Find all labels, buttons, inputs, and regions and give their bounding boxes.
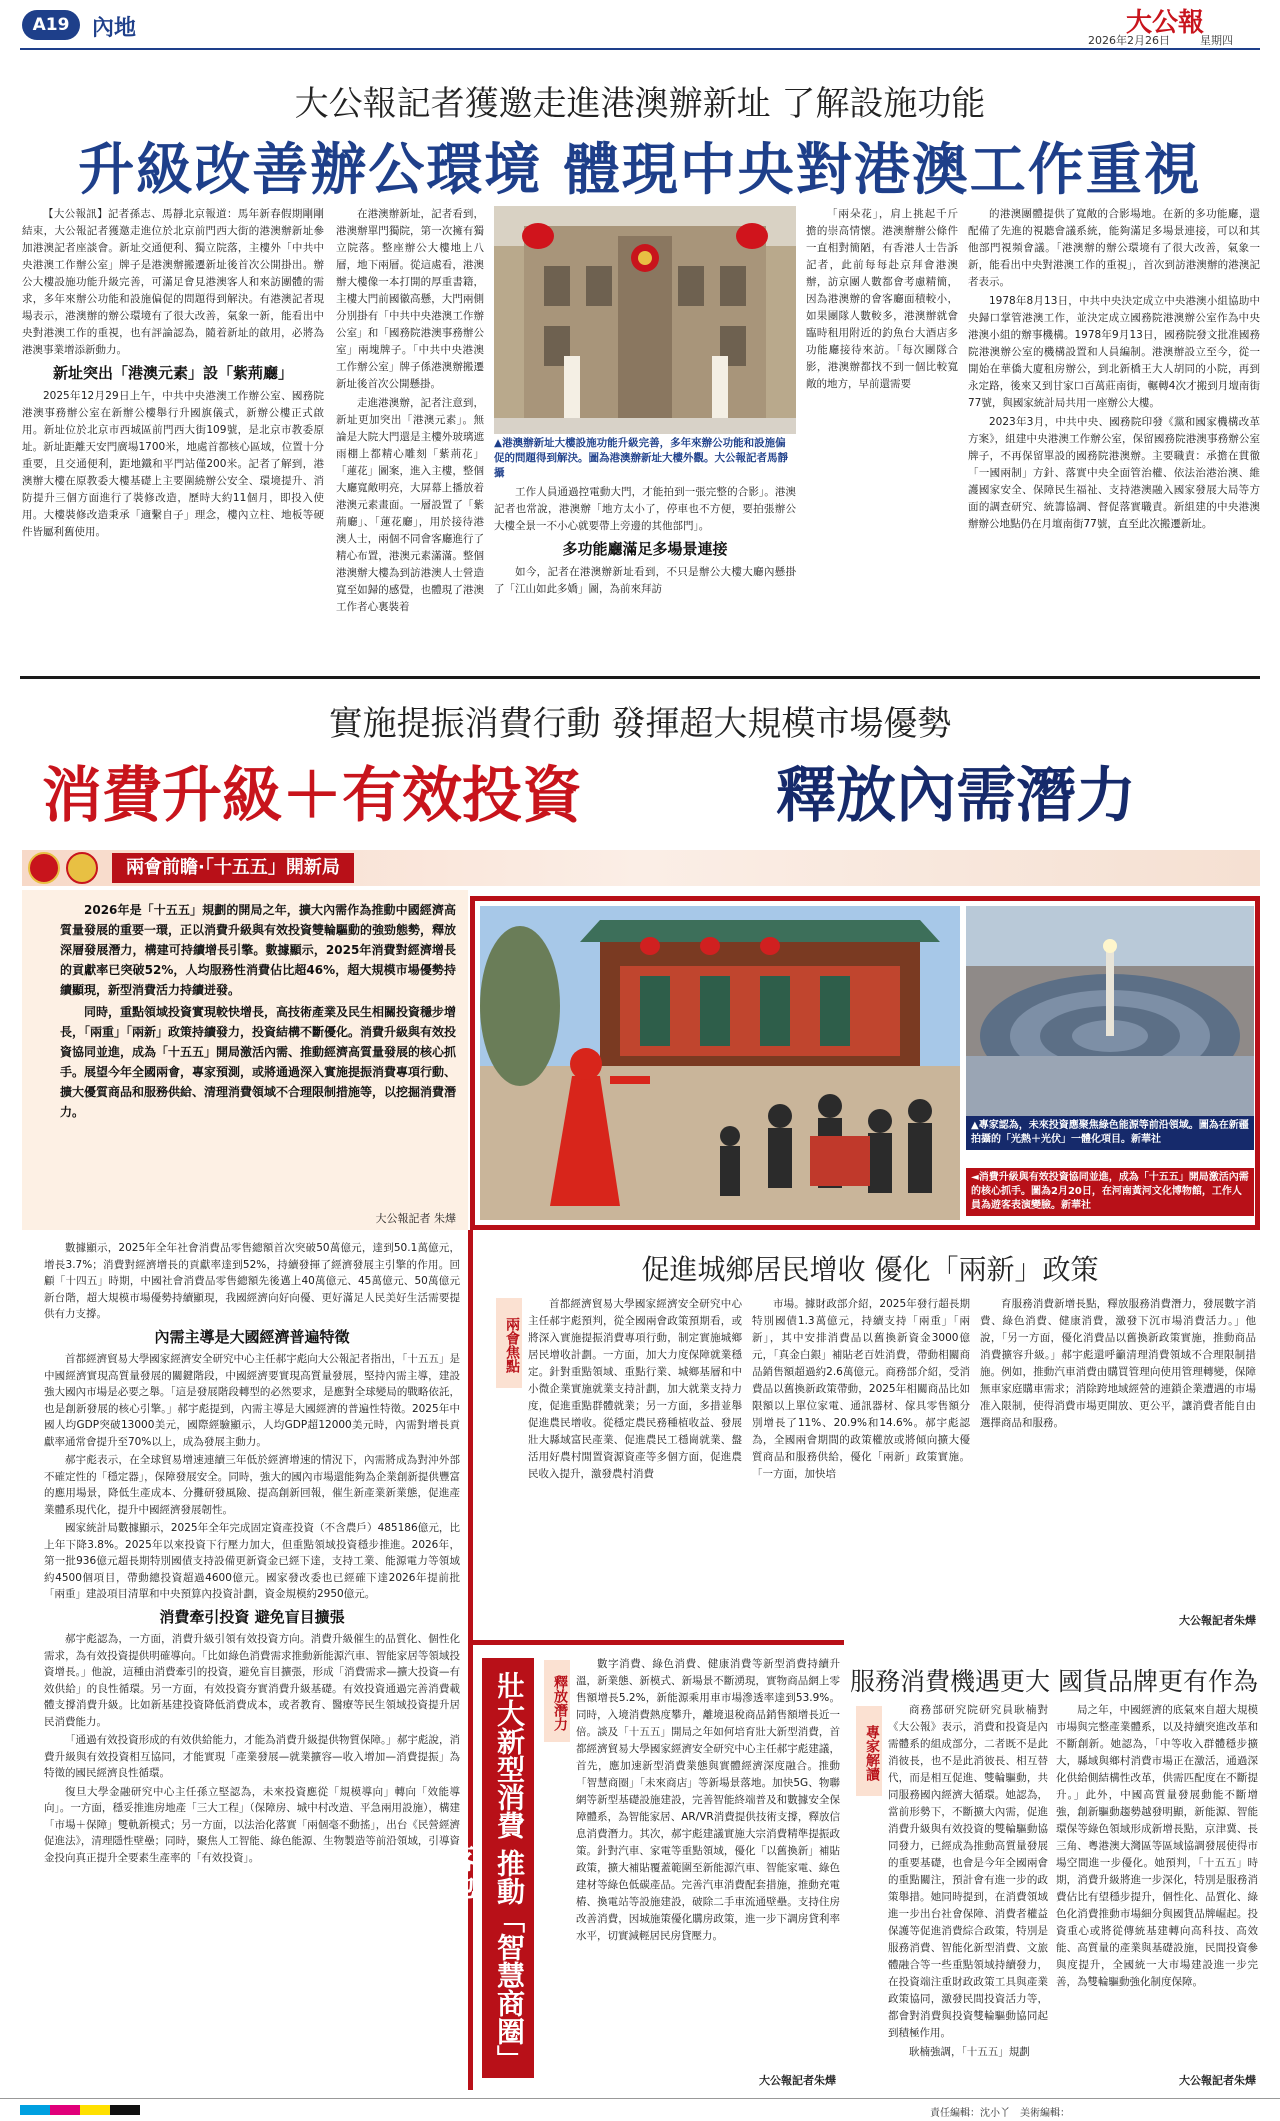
story1-headline: 升級改善辦公環境 體現中央對港澳工作重視 <box>78 137 1202 203</box>
story1-col3b-text: 如今，記者在港澳辦新址看到，不只是辦公大樓大廳內懸掛了「江山如此多嬌」圖，為前來拜訪 <box>494 566 796 595</box>
story1-column-3 <box>494 484 796 668</box>
box1-col2-text: 市場。據財政部介紹，2025年發行超長期特別國債1.3萬億元，持續支持「兩重」「兩新」，其中安排消費品以舊換新資金3000億元，「真金白銀」補貼老百姓消費，帶動相關商品銷售額超過約2.6萬億元。商務部介紹，受消費品以舊換新政策帶動，2025年相關商品比如限額以上單位家電、通訊器材、傢具零售額分別增長了11%、20.9%和14.6%。郝宇彪認為，全國兩會期間的政策權放或將傾向擴大優質商品和服務供給，優化「兩新」政策實施。「一方面，加快培 <box>752 1298 970 1480</box>
box1-col3-text: 育服務消費新增長點，釋放服務消費潛力，發展數字消費、綠色消費、健康消費，激發下沉市場消費活力。」他說，「另一方面，優化消費品以舊換新政策實施，推動商品消費擴容升級。」郝宇彪還呼籲清理消費領域不合理限制措施。例如，推動汽車消費由購買管理向使用管理轉變，保障無車家庭購車需求；消除跨地域經營的連鎖企業遭遇的市場准入限制，使得消費市場更開放、更公平，讓消費者能自由選擇商品和服務。 <box>980 1298 1256 1429</box>
box3-byline: 大公報記者朱燁 <box>1179 2074 1256 2087</box>
story1-col2b-text: 走進港澳辦，記者注意到，新址更加突出「港澳元素」。無論是大院大門還是主樓外玻璃遮雨棚上都精心雕刻「紫荊花」「蓮花」圖案，進入主樓，整個大廳寬敞明亮，大屏幕上播放着港澳元素畫面。一層設置了「紫荊廳」、「蓮花廳」，用於接待港澳人士，兩個不同會客廳進行了精心布置，港澳元素滿滿。整個港澳辦大樓為到訪港澳人士營造寬至如歸的感覺，也體現了港澳工作者心裏裝着 <box>336 397 484 613</box>
box2-byline: 大公報記者朱燁 <box>759 2074 836 2087</box>
footer-bar <box>0 2098 1280 2121</box>
lead-paragraph-2: 同時，重點領域投資實現較快增長，高技術產業及民生相關投資穩步增長，「兩重」「兩新」政策持續發力，投資結構不斷優化。消費升級與有效投資協同並進，成為「十五五」開局激活內需、推動經濟高質量發展的核心抓手。展望今年全國兩會，專家預測，或將通過深入實施提振消費專項行動、擴大優質商品和服務供給、清理消費領域不合理限制措施等，以挖掘消費潛力。 <box>60 1005 456 1119</box>
story2-headline-blue: 釋放內需潛力 <box>776 761 1136 831</box>
story1-kicker: 大公報記者獲邀走進港澳辦新址 了解設施功能 <box>294 84 986 124</box>
issue-weekday: 星期四 <box>1200 34 1233 47</box>
box1-tag: 兩會焦點 <box>496 1298 522 1388</box>
box3-column-2 <box>1056 1702 1258 2070</box>
body-paragraph-3: 郝宇彪表示，在全球貿易增速連續三年低於經濟增速的情況下，內需將成為對沖外部不確定性的「穩定器」，保障發展安全。同時，強大的國內市場還能夠為企業創新提供豐富的應用場景，降低生產成本、分攤研發風險、提高創新回報，催生新產業新業態，促進產業體系現代化，提升中國經濟發展韌性。 <box>44 1454 460 1516</box>
lead-byline: 大公報記者 朱燁 <box>375 1212 456 1225</box>
story1-subhead-3: 多功能廳滿足多場景連接 <box>562 540 728 558</box>
box2-text: 數字消費、綠色消費、健康消費等新型消費持續升溫，新業態、新模式、新場景不斷湧現，實物商品網上零售額增長5.2%，新能源乘用車市場滲透率達到53.9%。同時，入境消費熱度攀升，離境退稅商品銷售額增長近一倍。談及「十五五」開局之年如何培育壯大新型消費，首都經濟貿易大學國家經濟安全研究中心主任郝宇彪建議，首先，應加速新型消費業態與實體經濟深度融合。推動「智慧商圈」「未來商店」等新場景落地。加快5G、物聯網等新型基礎設施建設，完善智能終端普及和數據安全保障體系，為智能家居、AR/VR消費提供技術支撐，釋放信息消費潛力。其次，郝宇彪建議實施大宗消費精準提振政策。針對汽車、家電等重點領域，優化「以舊換新」補貼政策，擴大補貼覆蓋範圍至新能源汽車、智能家電、綠色建材等綠色低碳產品。完善汽車消費配套措施，推動充電樁、換電站等設施建設，破除二手車流通壁壘。支持住房改善消費，因城施策優化購房政策，進一步下調房貸利率水平，切實減輕居民房貸壓力。 <box>576 1658 840 1942</box>
cppcc-emblem-icon <box>66 852 98 884</box>
story1-subhead-1: 新址突出「港澳元素」設「紫荊廳」 <box>52 364 293 382</box>
story1-col5b-text: 1978年8月13日，中共中央決定成立中央港澳小組協助中央歸口掌管港澳工作，並決定成立國務院港澳辦公室作為中央港澳小組的辦事機構。1978年9月13日，國務院發文批准國務院港澳辦公室的機構設置和人員編制。港澳辦設立至今，從一開始在華僑大廈租房辦公，到北新橋王大人胡同的小院，再到永定路，後來又到甘家口百萬莊南街，輾轉4次才搬到月壇南街77號，與國家統計局共用一座辦公大樓。 <box>968 295 1260 409</box>
footer-editors: 責任編輯：沈小丫 美術編輯： <box>930 2108 1070 2119</box>
body-subhead-a: 內需主導是大國經濟普遍特徵 <box>154 1327 350 1346</box>
story2-headline-red: 消費升級＋有效投資 <box>42 761 582 831</box>
box3-col1-text: 商務部研究院研究員耿楠對《大公報》表示，消費和投資是內需體系的組成部分，二者既不是此消彼長，也不是此消彼長、相互替代，而是相互促進、雙輪驅動，共同服務國內經濟大循環。她認為，當前形勢下，不斷擴大內需，促進消費升級與有效投資的雙輪驅動協同發力，已經成為推動高質量發展的重要基礎，也會是今年全國兩會的重點關注，預計會有進一步的政策舉措。她同時提到，在消費領域進一步出台社會保障、消費者權益保護等促進消費綜合政策，特別是服務消費、智能化新型消費、文旅體融合等一些重點領域持續發力，在投資端注重財政政策工具與產業政策協同，激發民間投資活力等，都會對消費與投資雙輪驅動協同起到積極作用。 <box>888 1704 1048 2039</box>
solar-photo-caption: ▲專家認為，未來投資應聚焦綠色能源等前沿領域。圖為在新疆拍攝的「光熱＋光伏」一體化項目。新華社 <box>966 1116 1254 1150</box>
story1-column-1 <box>22 206 324 668</box>
red-frame-inner-top <box>468 1640 844 1645</box>
hkmao-building-photo <box>494 206 796 434</box>
section-name: 內地 <box>92 16 137 41</box>
box1-column-1 <box>528 1296 742 1630</box>
body-paragraph-7: 復旦大學金融研究中心主任孫立堅認為，未來投資應從「規模導向」轉向「效能導向」。一方面，穩妥推進房地產「三大工程」（保障房、城中村改造、平急兩用設施），構建「市場＋保障」雙軌新模式；另一方面，以法治化落實「兩個毫不動搖」，出台《民營經濟促進法》，清理隱性壁壘；同時，聚焦人工智能、綠色能源、生物製造等前沿領域，引導資金投向真正提升全要素生產率的「有效投資」。 <box>44 1785 460 1864</box>
box3-col2-text: 局之年，中國經濟的底氣來自超大規模市場與完整產業體系，以及持續突進改革和不斷創新。她認為，「中等收入群體穩步擴大，縣域與鄉村消費市場正在激活，通過深化供給側結構性改革，供需匹配度在不斷提升。」此外，中國高質量發展動能不斷增強，創新驅動趨勢越發明顯，新能源、智能環保等綠色領域形成新增長點，京津冀、長三角、粵港澳大灣區等區域協調發展使得市場空間進一步優化。她預判，「十五五」時期，消費升級將進一步深化，特別是服務消費佔比有望穩步提升，個性化、品質化、綠色化消費推動市場細分與國貨品牌崛起。投資重心或將從傳統基建轉向高科技、高效能、高質量的產業與基礎設施，民間投資參與度提升，全國統一大市場建設進一步完善，為雙輪驅動強化制度保障。 <box>1056 1704 1258 1988</box>
lead-paragraph-1: 2026年是「十五五」規劃的開局之年，擴大內需作為推動中國經濟高質量發展的重要一環，正以消費升級與有效投資雙輪驅動的強勁態勢，釋放深層發展潛力，構建可持續增長引擎。數據顯示，2025年消費對經濟增長的貢獻率已突破52%，人均服務性消費佔比超46%，超大規模市場優勢持續顯現，新型消費活力持續迸發。 <box>60 903 456 997</box>
color-registration-strip <box>20 2105 140 2115</box>
box1-byline: 大公報記者朱燁 <box>1179 1614 1256 1627</box>
box2-column <box>576 1656 840 2070</box>
story-divider <box>20 676 1260 679</box>
box1-col1-text: 首都經濟貿易大學國家經濟安全研究中心主任郝宇彪預判，從全國兩會政策預期看，或將深入實施提振消費專項行動，制定實施城鄉居民增收計劃。一方面，加大力度保障就業穩定。針對重點領域、重點行業、城鄉基層和中小微企業實施就業支持計劃，加大就業支持力度，促進重點群體就業；另一方面，多措並舉促進農民增收。從穩定農民務種植收益、發展壯大縣域富民產業、促進農民工穩崗就業、盤活用好農村閒置資源資產等多個方面，促進農民收入提升，激發農村消費 <box>528 1298 742 1480</box>
box2-tag: 釋放潛力 <box>544 1660 570 1742</box>
solar-thermal-photo <box>966 906 1254 1116</box>
story2-lead <box>60 900 456 1200</box>
story1-col4-text: 「兩朵花」，肩上挑起千斤擔的崇高情懷。港澳辦辦公條件一直相對簡陋，有香港人士告訴記者，此前每每赴京拜會港澳辦，訪京團人數都會考慮精簡，因為港澳辦的會客廳面積較小，如果團隊人數較多，港澳辦就會臨時租用附近的釣魚台大酒店多功能廳接待來訪。「每次團隊合影，港澳辦都找不到一個比較寬敞的地方，早前還需要 <box>806 208 958 390</box>
box1-column-2 <box>752 1296 970 1630</box>
body-paragraph-1: 數據顯示，2025年全年社會消費品零售總額首次突破50萬億元，達到50.1萬億元，增長3.7%；消費對經濟增長的貢獻率達到52%，持續發揮了經濟發展主引擎的作用。回顧「十四五」時期，中國社會消費品零售總額先後邁上40萬億元、45萬億元、50萬億元新台階，超大規模市場優勢持續顯現，我國經濟向好向優、更好滿足人民美好生活需要提供有力支撐。 <box>44 1242 460 1320</box>
banner-label: 兩會前瞻·「十五五」開新局 <box>112 853 354 883</box>
opera-photo-caption: ◄消費升級與有效投資協同並進，成為「十五五」開局激活內需的核心抓手。圖為2月20日，在河南黃河文化博物館，工作人員為遊客表演變臉。新華社 <box>966 1168 1254 1216</box>
story1-column-5 <box>968 206 1260 668</box>
body-paragraph-5: 郝宇彪認為，一方面，消費升級引領有效投資方向。消費升級催生的品質化、個性化需求，為有效投資提供明確導向。「比如綠色消費需求推動新能源汽車、智能家居等領域投資增長。」他說，這種由消費牽引的投資，避免盲目擴張，形成「消費需求—擴大投資—有效供給」的良性循環。另一方面，有效投資夯實消費升級基礎。有效投資通過完善消費載體支撐消費升級。比如新基建投資降低消費成本，或者教育、醫療等民生領域投資提升居民消費能力。 <box>44 1633 460 1728</box>
national-emblem-icon <box>28 852 60 884</box>
body-paragraph-6: 「通過有效投資形成的有效供給能力，才能為消費升級提供物質保障。」郝宇彪說，消費升級與有效投資相互協同，才能實現「產業發展—就業擴容—收入增加—消費提振」為特徵的國民經濟良性循環。 <box>44 1734 460 1779</box>
red-frame-left <box>468 1230 473 2090</box>
vertical-headline: 壯大新型消費 推動「智慧商圈」落地 <box>482 1658 534 2078</box>
box3-title: 服務消費機遇更大 國貨品牌更有作為 <box>850 1667 1258 1696</box>
story1-col2-text: 在港澳辦新址，記者看到，港澳辦單門獨院，第一次擁有獨立院落。整座辦公大樓地上八層，地下兩層。從這處看，港澳辦大樓像一本打開的厚重書籍，主樓大門前國徽高懸，大門兩側分別掛有「中共中央港澳工作辦公室」和「國務院港澳事務辦公室」兩塊牌子。「中共中央港澳工作辦公室」牌子係港澳辦搬遷新址後首次公開懸掛。 <box>336 208 484 390</box>
story1-col5c-text: 2023年3月，中共中央、國務院印發《黨和國家機構改革方案》，組建中央港澳工作辦公室，保留國務院港澳事務辦公室牌子，不再保留單設的國務院港澳辦。主要職責：承擔在貫徹「一國兩制」方針、落實中央全面管治權、依法治港治澳、維護國家安全、保障民生福祉、支持港澳融入國家發展大局等方面的調查研究、統籌協調、督促落實職責。新組建的中央港澳辦辦公地點仍在月壇南街77號，直至此次搬遷新址。 <box>968 416 1260 530</box>
page-header <box>0 0 1280 46</box>
story1-col1b-text: 2025年12月29日上午，中共中央港澳工作辦公室、國務院港澳事務辦公室在新辦公樓舉行升國旗儀式，新辦公樓正式啟用。新址位於北京市西城區前門西大街109號，是北京市教委原址。新址距離天安門廣場1700米，地處首都核心區域，位置十分重要，且交通便利，距地鐵和平門站僅200米。記者了解到，港澳辦大樓在原教委大樓基礎上主要圍繞辦公安全、環境提升、消防提升三個方面進行了裝修改造，歷時大約11個月，即投入使用。大樓裝修改造秉承「適繫自子」理念，樓內立柱、地板等硬件皆屬利舊使用。 <box>22 390 324 538</box>
issue-date: 2026年2月26日 <box>1088 34 1170 47</box>
masthead-logo: 大公報 <box>1126 8 1205 38</box>
story1-column-2 <box>336 206 484 668</box>
body-subhead-b: 消費牽引投資 避免盲目擴張 <box>159 1607 345 1626</box>
box1-column-3 <box>980 1296 1256 1610</box>
box3-tail-text: 耿楠強調，「十五五」規劃 <box>909 2046 1030 2058</box>
hkmao-photo-caption: ▲港澳辦新址大樓設施功能升級完善，多年來辦公功能和設施偏促的問題得到解決。圖為港澳辦新址大樓外觀。大公報記者馬靜攝 <box>494 437 788 479</box>
page-number-badge: A19 <box>22 10 80 40</box>
story2-kicker: 實施提振消費行動 發揮超大規模市場優勢 <box>328 704 952 744</box>
body-paragraph-2: 首都經濟貿易大學國家經濟安全研究中心主任郝宇彪向大公報記者指出，「十五五」是中國經濟實現高質量發展的關鍵階段，中國經濟要實現高質量發展，堅持內需主導，建設強大國內市場是必要之舉。「這是發展階段轉型的必然要求，是應對全球變局的戰略依託，也是創新發展的核心引擎。」郝宇彪提到，內需主導是大國經濟的普遍性特徵。2025年中國人均GDP突破13000美元，國際經驗顯示，人均GDP超12000美元時，內需對增長貢獻率通常會提升至70%以上，成為發展主動力。 <box>44 1353 460 1448</box>
box1-title: 促進城鄉居民增收 優化「兩新」政策 <box>641 1253 1099 1286</box>
story1-col3-text: 工作人員通過控電動大門，才能拍到一張完整的合影」。港澳記者也常說，港澳辦「地方太小了，停車也不方便，要拍張辦公大樓全景一不小心就要帶上旁邊的其他部門」。 <box>494 486 796 532</box>
opera-performance-photo <box>480 906 960 1220</box>
box3-tag: 專家解讀 <box>856 1706 882 1796</box>
box3-column-1 <box>888 1702 1048 2070</box>
header-rule <box>20 48 1260 50</box>
story1-col5-text: 的港澳團體提供了寬敞的合影場地。在新的多功能廳，還配備了先進的視聽會議系統，能夠滿足多場景連接，可以和其他部門視頻會議。「港澳辦的辦公環境有了很大改善，氣象一新，能看出中央對港澳工作的重視」，首次到訪港澳辦的港澳記者表示。 <box>968 208 1260 288</box>
story2-body-column <box>44 1240 460 2088</box>
story1-col1-text: 【大公報訊】記者孫志、馬靜北京報道：馬年新春假期剛剛結束，大公報記者獲邀走進位於北京前門西大街的港澳辦新址參加港澳記者座談會。新址交通便利、獨立院落，主樓外「中共中央港澳工作辦公室」牌子是港澳辦搬遷新址後首次公開掛出。辦公大樓設施功能升級完善，可滿足會見港澳客人和來訪團體的需求，多年來辦公功能和設施偏促的問題得到解決。有港澳記者現場表示，港澳辦的辦公環境有了很大改善，氣象一新，能看出中央對港澳工作的重視，也有評論認為，隨着新址的啟用，必將為港澳事業增添新動力。 <box>22 208 324 356</box>
body-paragraph-4: 國家統計局數據顯示，2025年全年完成固定資產投資（不含農戶）485186億元，比上年下降3.8%。2025年以來投資下行壓力加大，但重點領域投資穩步推進。2026年，第一批936億元超長期特別國債支持設備更新資金已經下達，支持工業、能源電力等領域約4500個項目，帶動總投資超過4600億元。國家發改委也已經確下達2026年提前批「兩重」建設項目清單和中央預算內投資計劃，資金規模約2950億元。 <box>44 1522 460 1600</box>
story1-column-4 <box>806 206 958 482</box>
two-sessions-banner <box>22 850 1260 886</box>
